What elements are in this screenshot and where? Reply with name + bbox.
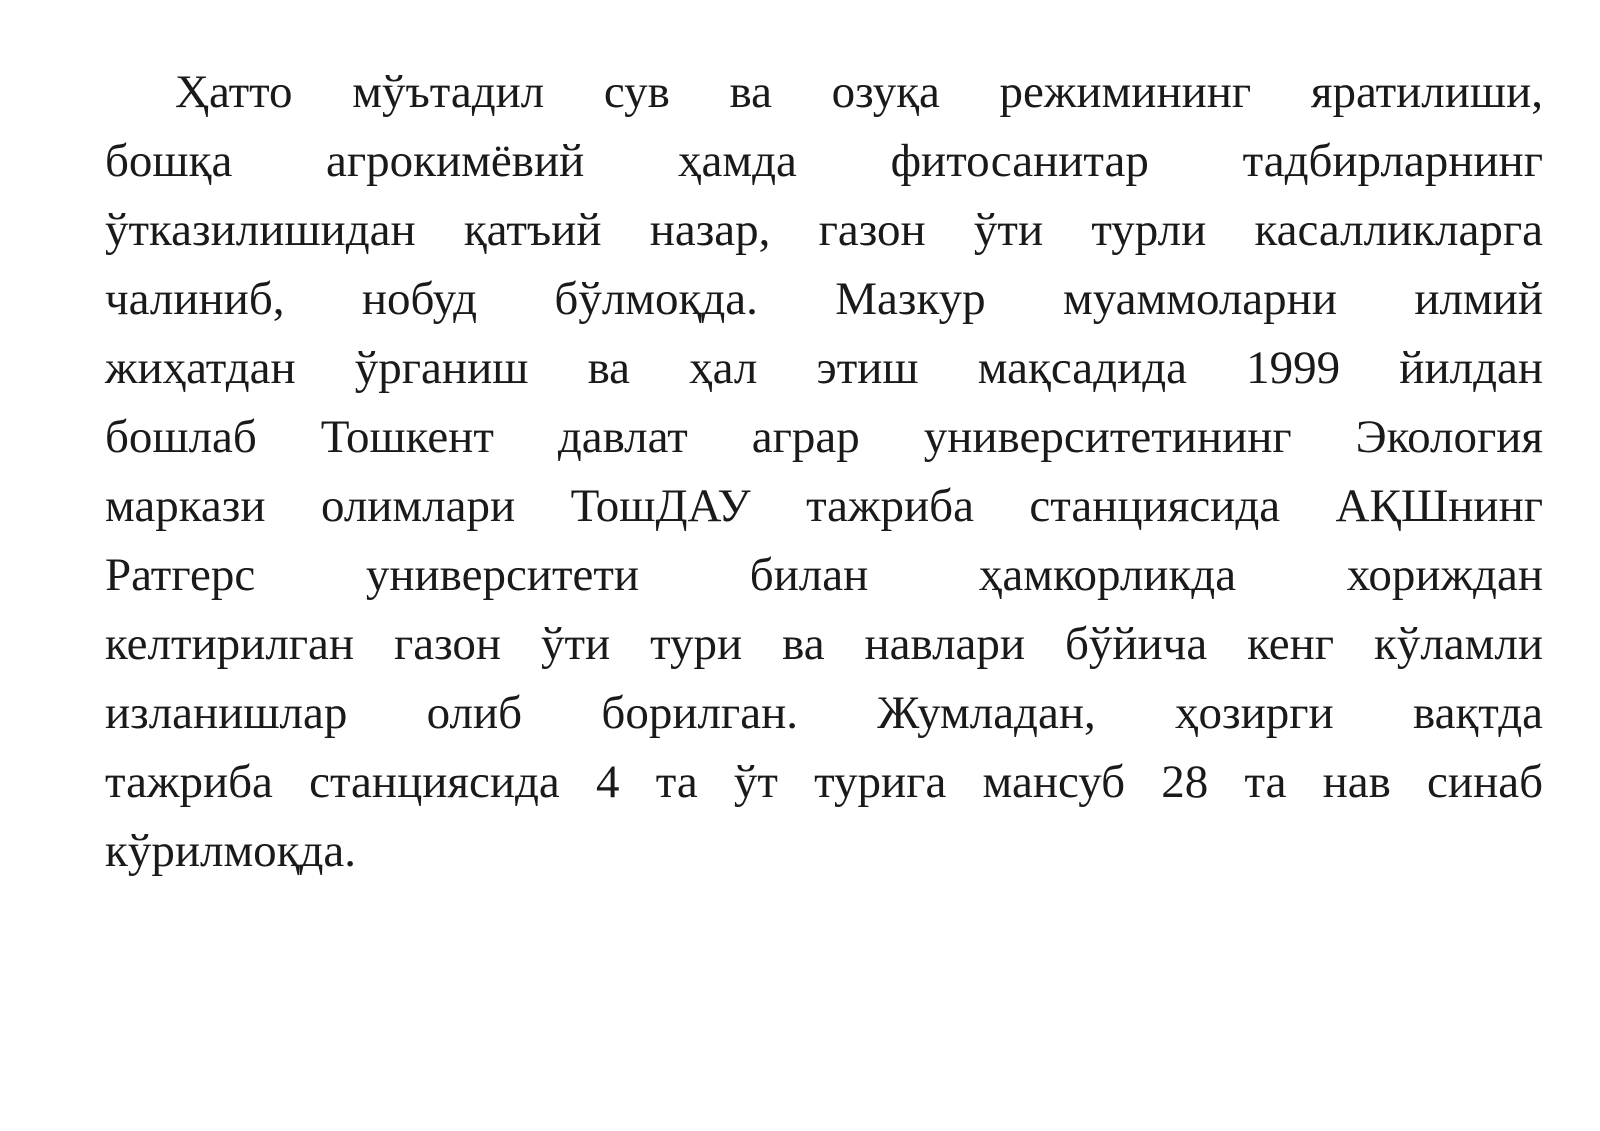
paragraph-line-8: Ратгерс университети билан ҳамкорликда хориждан — [105, 549, 1543, 601]
paragraph-line-10: изланишлар олиб борилган. Жумладан, ҳозирги вақтда — [105, 687, 1543, 739]
paragraph-line-7: маркази олимлари ТошДАУ тажриба станциясида АҚШнинг — [105, 480, 1543, 532]
paragraph-line-3: ўтказилишидан қатъий назар, газон ўти турли касалликларга — [105, 204, 1543, 256]
paragraph-line-5: жиҳатдан ўрганиш ва ҳал этиш мақсадида 1999 йилдан — [105, 342, 1543, 394]
paragraph-line-4: чалиниб, нобуд бўлмоқда. Мазкур муаммоларни илмий — [105, 273, 1543, 325]
paragraph-line-9: келтирилган газон ўти тури ва навлари бўйича кенг кўламли — [105, 618, 1543, 670]
paragraph — [105, 58, 1543, 886]
paragraph-line-6: бошлаб Тошкент давлат аграр университетининг Экология — [105, 411, 1543, 463]
paragraph-line-12: кўрилмоқда. — [105, 825, 357, 877]
paragraph-line-11: тажриба станциясида 4 та ўт турига мансуб 28 та нав синаб — [105, 756, 1543, 808]
paragraph-line-1: Ҳатто мўътадил сув ва озуқа режимининг яратилиши, — [175, 66, 1543, 118]
paragraph-line-2: бошқа агрокимёвий ҳамда фитосанитар тадбирларнинг — [105, 135, 1543, 187]
